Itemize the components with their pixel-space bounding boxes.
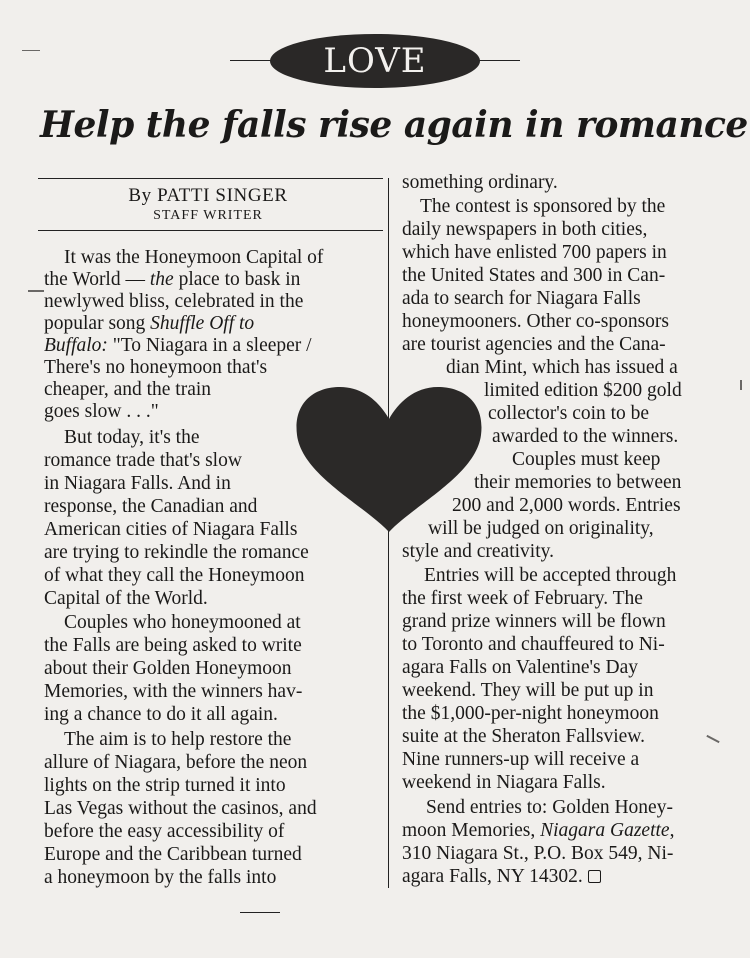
col1-line: in Niagara Falls. And in: [44, 473, 231, 494]
col2-line: will be judged on originality,: [428, 518, 654, 539]
col1-text: popular song: [44, 313, 151, 334]
kicker-label: LOVE: [323, 41, 427, 81]
column-divider: [388, 178, 389, 888]
col2-italic-gazette: Niagara Gazette: [540, 820, 670, 841]
col2-text: agara Falls, NY 14302.: [402, 866, 583, 887]
scan-speck: [740, 380, 742, 390]
scan-speck: [22, 50, 40, 51]
col2-line: dian Mint, which has issued a: [446, 357, 678, 378]
col2-line: The contest is sponsored by the: [420, 196, 666, 217]
col1-line: response, the Canadian and: [44, 496, 258, 517]
col2-line: weekend in Niagara Falls.: [402, 772, 606, 793]
col1-line: [44, 313, 254, 335]
col2-line: to Toronto and chauffeured to Ni-: [402, 634, 665, 655]
col1-text: the World —: [44, 269, 150, 290]
col2-line: ada to search for Niagara Falls: [402, 288, 641, 309]
col2-line: Send entries to: Golden Honey-: [426, 797, 673, 818]
col1-line: cheaper, and the train: [44, 379, 212, 400]
col1-line: of what they call the Honeymoon: [44, 565, 305, 586]
col1-line: [44, 269, 300, 291]
col2-line: Nine runners-up will receive a: [402, 749, 640, 770]
headline: Help the falls rise again in romance: [40, 104, 748, 146]
col2-line: their memories to between: [474, 472, 682, 493]
col2-line: the United States and 300 in Can-: [402, 265, 666, 286]
byline-top-rule: [38, 178, 383, 179]
end-box-icon: [588, 870, 601, 883]
col1-line: a honeymoon by the falls into: [44, 867, 277, 888]
col1-italic-buffalo: Buffalo:: [44, 335, 108, 356]
col1-line: ing a chance to do it all again.: [44, 704, 278, 725]
bottom-mark: [240, 912, 280, 913]
col1-line: romance trade that's slow: [44, 450, 242, 471]
top-rule-left: [230, 60, 272, 61]
col2-line: the first week of February. The: [402, 588, 643, 609]
col1-line: Capital of the World.: [44, 588, 208, 609]
scan-speck: [706, 735, 719, 743]
byline-author: By PATTI SINGER: [128, 185, 288, 206]
scan-speck: [28, 290, 44, 292]
col2-line: collector's coin to be: [488, 403, 650, 424]
col2-text: ,: [669, 820, 675, 841]
col1-italic-the: the: [149, 269, 174, 290]
byline-title: STAFF WRITER: [153, 208, 263, 223]
col1-line: allure of Niagara, before the neon: [44, 752, 308, 773]
col1-line: Memories, with the winners hav-: [44, 681, 303, 702]
col1-line: the Falls are being asked to write: [44, 635, 302, 656]
col1-line: newlywed bliss, celebrated in the: [44, 291, 304, 312]
col2-line: grand prize winners will be flown: [402, 611, 666, 632]
section-kicker: [270, 34, 480, 88]
col1-line: There's no honeymoon that's: [44, 357, 268, 378]
col1-line: lights on the strip turned it into: [44, 775, 286, 796]
col2-line: are tourist agencies and the Cana-: [402, 334, 666, 355]
col2-line: the $1,000-per-night honeymoon: [402, 703, 659, 724]
col1-line: goes slow . . .": [44, 401, 159, 422]
col1-line: are trying to rekindle the romance: [44, 542, 309, 563]
col1-line: It was the Honeymoon Capital of: [64, 247, 324, 268]
col2-line: daily newspapers in both cities,: [402, 219, 648, 240]
col1-line: Las Vegas without the casinos, and: [44, 798, 317, 819]
col2-line: style and creativity.: [402, 541, 554, 562]
col2-line: [402, 820, 674, 842]
col1-line: Europe and the Caribbean turned: [44, 844, 302, 865]
col2-line: Couples must keep: [512, 449, 661, 470]
col1-line: about their Golden Honeymoon: [44, 658, 292, 679]
top-rule-right: [478, 60, 520, 61]
col1-text: place to bask in: [173, 269, 301, 290]
col2-line: 200 and 2,000 words. Entries: [452, 495, 681, 516]
byline-bottom-rule: [38, 230, 383, 231]
col2-line: [402, 866, 601, 888]
col2-line: awarded to the winners.: [492, 426, 679, 447]
col2-line: suite at the Sheraton Fallsview.: [402, 726, 645, 747]
col1-line: [44, 335, 312, 357]
col2-line: honeymooners. Other co-sponsors: [402, 311, 669, 332]
col2-line: which have enlisted 700 papers in: [402, 242, 667, 263]
col2-text: moon Memories,: [402, 820, 541, 841]
col1-line: The aim is to help restore the: [64, 729, 292, 750]
col1-italic-song: Shuffle Off to: [150, 313, 255, 334]
col1-line: American cities of Niagara Falls: [44, 519, 298, 540]
col2-line: something ordinary.: [402, 172, 558, 193]
col2-line: limited edition $200 gold: [484, 380, 682, 401]
col1-line: before the easy accessibility of: [44, 821, 285, 842]
col2-line: agara Falls on Valentine's Day: [402, 657, 639, 678]
col1-line: Couples who honeymooned at: [64, 612, 301, 633]
col1-line: But today, it's the: [64, 427, 200, 448]
col2-line: weekend. They will be put up in: [402, 680, 654, 701]
col1-text: "To Niagara in a sleeper /: [107, 335, 312, 356]
col2-line: 310 Niagara St., P.O. Box 549, Ni-: [402, 843, 674, 864]
col2-line: Entries will be accepted through: [424, 565, 677, 586]
